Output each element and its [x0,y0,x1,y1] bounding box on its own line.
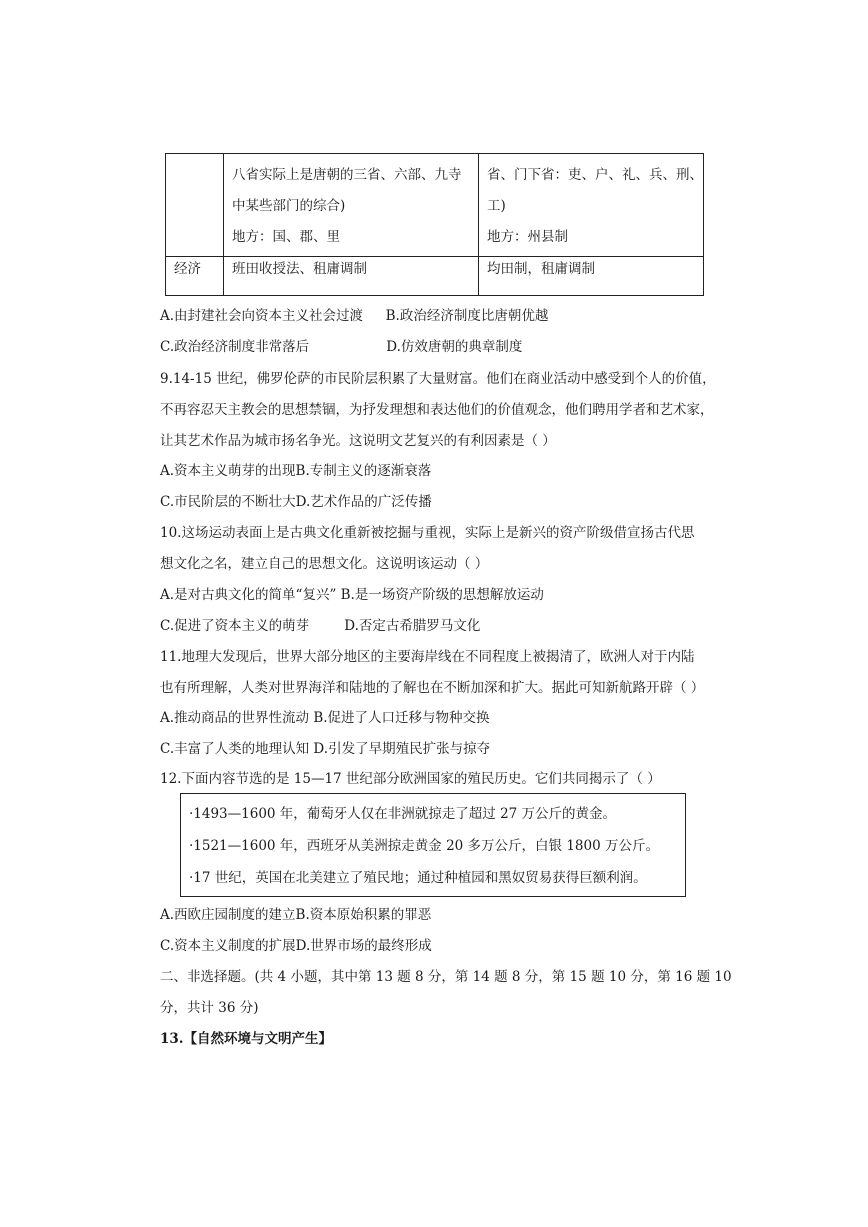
cell-line: 工) [487,198,506,214]
q9-stem-line: 9.14-15 世纪，佛罗伦萨的市民阶层积累了大量财富。他们在商业活动中感受到个人的价值， [160,371,716,387]
q8-option-a[interactable]: A.由封建社会向资本主义社会过渡 [160,308,364,324]
q11-options-ab[interactable]: A.推动商品的世界性流动 B.促进了人口迁移与物种交换 [160,710,490,726]
table-cell-japan: 班田收授法、租庸调制 [224,257,479,296]
q10-option-d[interactable]: D.否定古希腊罗马文化 [344,618,481,634]
q8-option-b[interactable]: B.政治经济制度比唐朝优越 [385,308,549,324]
q12-source-box [180,793,686,897]
comparison-table [165,153,704,296]
cell-line: 省、门下省：吏、户、礼、兵、刑、 [487,167,703,183]
cell-line: 地方：国、郡、里 [232,229,340,245]
table-row-politics [166,154,704,257]
q11-stem-line: 11.地理大发现后，世界大部分地区的主要海岸线在不同程度上被揭清了，欧洲人对于内陆 [160,649,695,665]
q10-stem-line: 想文化之名，建立自己的思想文化。这说明该运动（ ） [160,556,489,572]
q8-options-row1 [160,307,548,325]
q12-options-cd[interactable]: C.资本主义制度的扩展D.世界市场的最终形成 [160,938,432,954]
q10-stem-line: 10.这场运动表面上是古典文化重新被挖掘与重视，实际上是新兴的资产阶级借宣扬古代思 [160,525,695,541]
q8-options-row2 [160,338,522,356]
q9-options-cd[interactable]: C.市民阶层的不断壮大D.艺术作品的广泛传播 [160,494,432,510]
q9-stem-line: 不再容忍天主教会的思想禁锢，为抒发理想和表达他们的价值观念，他们聘用学者和艺术家， [160,402,714,418]
q9-options-ab[interactable]: A.资本主义萌芽的出现B.专制主义的逐渐衰落 [160,463,432,479]
section2-heading-cont: 分，共计 36 分) [160,1000,259,1016]
q8-option-c[interactable]: C.政治经济制度非常落后 [160,339,310,355]
table-cell-tang: 均田制，租庸调制 [479,257,704,296]
q8-option-d[interactable]: D.仿效唐朝的典章制度 [386,339,523,355]
section2-heading: 二、非选择题。(共 4 小题，其中第 13 题 8 分，第 14 题 8 分，第 15 题 10 分，第 16 题 10 [160,969,732,985]
q13-title: 13.【自然环境与文明产生】 [160,1031,332,1047]
table-row-label: 经济 [166,257,224,296]
q10-option-c[interactable]: C.促进了资本主义的萌芽 [160,618,310,634]
cell-line: 中某些部门的综合) [232,198,346,214]
q12-options-ab[interactable]: A.西欧庄园制度的建立B.资本原始积累的罪恶 [160,907,432,923]
q10-options-ab[interactable]: A.是对古典文化的简单“复兴” B.是一场资产阶级的思想解放运动 [160,587,544,603]
q12-quote-line: ·1493—1600 年，葡萄牙人仅在非洲就掠走了超过 27 万公斤的黄金。 [189,806,617,822]
q9-stem-line: 让其艺术作品为城市扬名争光。这说明文艺复兴的有利因素是（ ） [160,433,556,449]
cell-line: 地方：州县制 [487,229,568,245]
table-cell-tang [479,154,704,257]
table-cell-japan [224,154,479,257]
q12-stem: 12.下面内容节选的是 15—17 世纪部分欧洲国家的殖民历史。它们共同揭示了（ ） [160,771,661,787]
table-row-label [166,154,224,257]
table-row-economy [166,257,704,296]
q11-stem-line: 也有所理解，人类对世界海洋和陆地的了解也在不断加深和扩大。据此可知新航路开辟（ ） [160,680,705,696]
q11-options-cd[interactable]: C.丰富了人类的地理认知 D.引发了早期殖民扩张与掠夺 [160,741,491,757]
q12-quote-line: ·17 世纪，英国在北美建立了殖民地；通过种植园和黑奴贸易获得巨额利润。 [189,870,647,886]
cell-line: 八省实际上是唐朝的三省、六部、九寺 [232,167,462,183]
q10-options-cd [160,617,480,635]
q12-quote-line: ·1521—1600 年，西班牙从美洲掠走黄金 20 多万公斤，白银 1800 万公斤。 [189,838,659,854]
